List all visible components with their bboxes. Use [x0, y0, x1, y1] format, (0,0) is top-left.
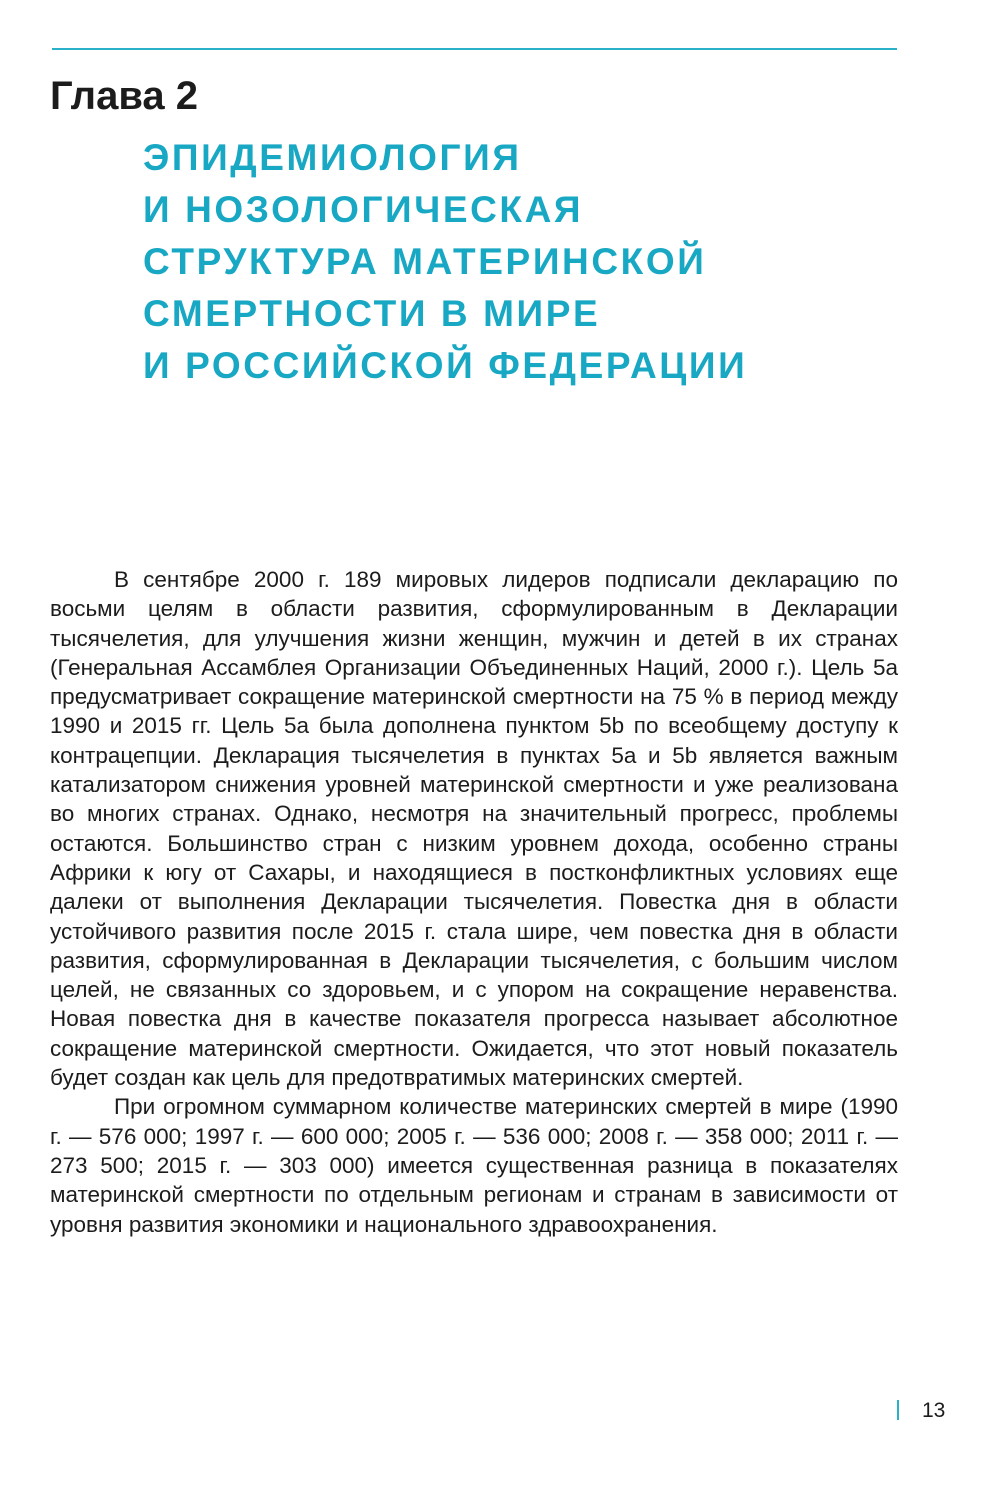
- chapter-title-line: И НОЗОЛОГИЧЕСКАЯ: [143, 189, 584, 230]
- chapter-title-line: ЭПИДЕМИОЛОГИЯ: [143, 137, 522, 178]
- chapter-title: [143, 132, 943, 392]
- chapter-title-line: И РОССИЙСКОЙ ФЕДЕРАЦИИ: [143, 345, 748, 386]
- body-paragraph: В сентябре 2000 г. 189 мировых лидеров подписали декларацию по восьми целям в области развития, сформулированным в Декларации тысячелетия, для улучшения жизни женщин, мужчин и детей в их странах (Генеральная Ассамблея Организации Объединенных Наций, 2000 г.). Цель 5а предусматривает сокращение материнской смертности на 75 % в период между 1990 и 2015 гг. Цель 5а была дополнена пунктом 5b по всеобщему доступу к контрацепции. Декларация тысячелетия в пунктах 5а и 5b является важным катализатором снижения уровней материнской смертности и уже реализована во многих странах. Однако, несмотря на значительный прогресс, проблемы остаются. Большинство стран с низким уровнем дохода, особенно страны Африки к югу от Сахары, и находящиеся в постконфликтных условиях еще далеки от выполнения Декларации тысячелетия. Повестка дня в области устойчивого развития после 2015 г. стала шире, чем повестка дня в области развития, сформулированная в Декларации тысячелетия, с большим числом целей, не связанных со здоровьем, и с упором на сокращение неравенства. Новая повестка дня в качестве показателя прогресса называет абсолютное сокращение материнской смертности. Ожидается, что этот новый показатель будет создан как цель для предотвратимых материнских смертей.: [50, 567, 898, 1091]
- top-divider: [52, 48, 897, 50]
- body-paragraph: При огромном суммарном количестве материнских смертей в мире (1990 г. — 576 000; 1997 г. — 600 000; 2005 г. — 536 000; 2008 г. — 358 000; 2011 г. — 273 500; 2015 г. — 303 000) имеется существенная разница в показателях материнской смертности по отдельным регионам и странам в зависимости от уровня развития экономики и национального здравоохранения.: [50, 1094, 898, 1237]
- chapter-label: Глава 2: [50, 74, 199, 118]
- body-text: [50, 565, 898, 1239]
- page-number: 13: [922, 1399, 946, 1422]
- chapter-title-line: СТРУКТУРА МАТЕРИНСКОЙ: [143, 241, 707, 282]
- page-number-marker: [897, 1400, 899, 1420]
- chapter-title-line: СМЕРТНОСТИ В МИРЕ: [143, 293, 601, 334]
